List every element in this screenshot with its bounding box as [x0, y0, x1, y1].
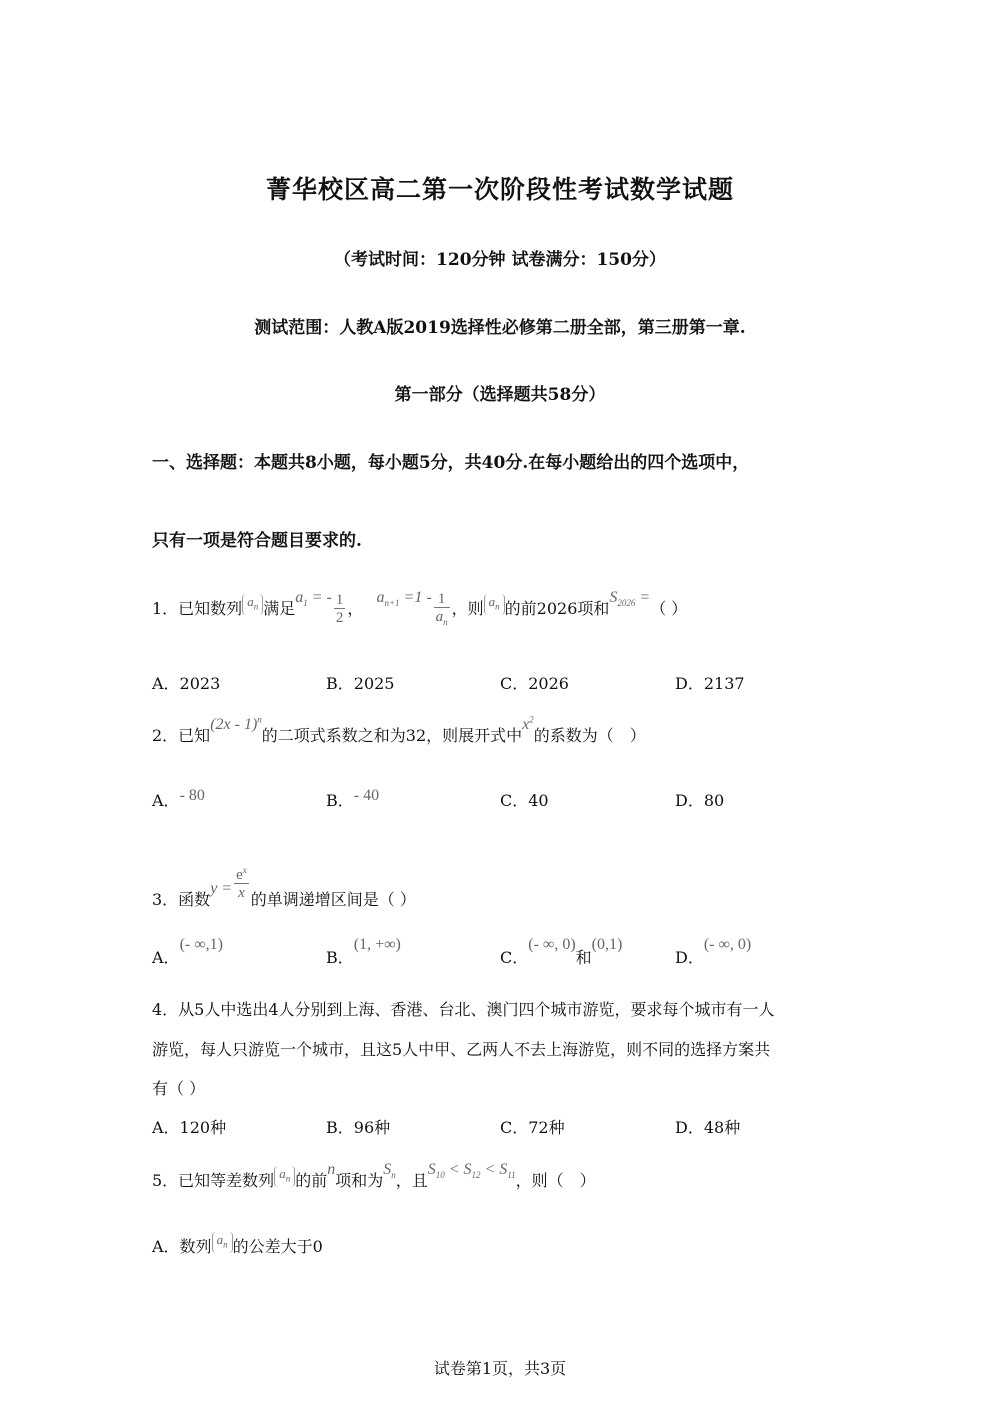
- q2-text: 的系数为（ ）: [533, 726, 646, 745]
- q3-text: 3．函数: [152, 890, 211, 909]
- q3-option-d-math: (- ∞, 0): [703, 936, 752, 953]
- q2-option-c[interactable]: C．40: [500, 791, 549, 810]
- n-math: n: [327, 1161, 336, 1178]
- q1-text: ，: [347, 599, 364, 618]
- q4-option-b[interactable]: B．96种: [326, 1118, 391, 1137]
- q2-option-a-math: - 80: [179, 787, 205, 804]
- q5-option-a[interactable]: [152, 1232, 323, 1257]
- q1-option-b[interactable]: B．2025: [326, 674, 395, 693]
- exam-scope: 测试范围：人教A版2019选择性必修第二册全部，第三册第一章.: [254, 318, 746, 338]
- q4-option-a[interactable]: A．120种: [152, 1118, 227, 1137]
- q3-option-c-math-1: (- ∞, 0): [528, 936, 576, 953]
- sequence-an-math: $a_n$: [274, 1166, 295, 1187]
- part-heading: 第一部分（选择题共58分）: [394, 385, 606, 405]
- q2-option-a[interactable]: [152, 788, 205, 811]
- q2-option-d[interactable]: D．80: [675, 791, 725, 810]
- q4-option-c[interactable]: C．72种: [500, 1118, 565, 1137]
- q3-option-c-label: C．: [500, 948, 529, 967]
- q1-text: ，则: [451, 599, 484, 618]
- binomial-math: (2x - 1)$^n$: [210, 714, 262, 733]
- sequence-an-math: $a_n$: [484, 594, 505, 615]
- function-y-math: y =: [210, 880, 233, 897]
- question-5: [152, 1161, 596, 1192]
- section-instruction-line2: 只有一项是符合题目要求的.: [152, 531, 362, 551]
- question-1: [152, 589, 688, 627]
- question-4-line3: 有（ ）: [152, 1079, 206, 1098]
- q2-option-b-math: - 40: [353, 787, 380, 804]
- q3-option-a-label: A．: [152, 948, 180, 967]
- q5-option-a-text: 的公差大于0: [232, 1237, 323, 1256]
- q5-text: 的前: [295, 1171, 328, 1190]
- q5-text: ，且: [395, 1171, 428, 1190]
- q1-text: 的前2026项和: [504, 599, 610, 618]
- q3-text: 的单调递增区间是（ ）: [250, 890, 416, 909]
- s2026-math: $S_{2026}$ =: [609, 589, 651, 609]
- q1-text: 满足: [263, 599, 296, 618]
- x-squared-math: $x^2$: [522, 714, 534, 733]
- q1-option-c[interactable]: C．2026: [500, 674, 569, 693]
- fraction-half: $\frac{1}{2}$: [335, 592, 344, 626]
- sequence-an-math: $a_n$: [212, 1232, 233, 1253]
- q5-text: 项和为: [335, 1171, 384, 1190]
- q2-option-a-label: A．: [152, 791, 180, 810]
- q4-option-d[interactable]: D．48种: [675, 1118, 741, 1137]
- q2-option-b-label: B．: [326, 791, 354, 810]
- section-instruction-line1: 一、选择题：本题共8小题，每小题5分，共40分.在每小题给出的四个选项中，: [152, 453, 750, 473]
- question-4-line1: 4．从5人中选出4人分别到上海、香港、台北、澳门四个城市游览，要求每个城市有一人: [152, 1000, 775, 1019]
- exam-info: （考试时间：120分钟 试卷满分：150分）: [334, 250, 666, 270]
- question-3: [152, 866, 416, 910]
- sequence-an-math: $a_n$: [242, 594, 263, 615]
- inequality-math: $S_{10} < S_{12} < S_{11}$: [427, 1161, 516, 1181]
- q3-option-b-label: B．: [326, 948, 354, 967]
- a1-math: $a_1$ = -: [295, 589, 332, 609]
- q3-option-b[interactable]: [326, 936, 401, 968]
- question-2: [152, 714, 646, 746]
- q1-option-a[interactable]: A．2023: [152, 674, 221, 693]
- question-4-line2: 游览，每人只游览一个城市，且这5人中甲、乙两人不去上海游览，则不同的选择方案共: [152, 1040, 771, 1059]
- q3-option-c-math-2: (0,1): [591, 936, 623, 953]
- q3-option-a-math: (- ∞,1): [179, 936, 223, 953]
- q3-option-a[interactable]: [152, 936, 223, 968]
- q3-option-b-math: (1, +∞): [353, 936, 401, 953]
- q1-option-d[interactable]: D．2137: [675, 674, 745, 693]
- page-title: 菁华校区高二第一次阶段性考试数学试题: [265, 175, 734, 204]
- fraction-ex-over-x: $\frac{e^x}{x}$: [236, 865, 247, 901]
- q3-option-c-and: 和: [575, 948, 592, 967]
- q3-option-d[interactable]: [675, 936, 752, 968]
- recurrence-math: $a_{n+1} =1$ -: [376, 589, 432, 609]
- q2-text: 的二项式系数之和为32，则展开式中: [261, 726, 523, 745]
- q5-option-a-text: A．数列: [152, 1237, 212, 1256]
- q2-option-b[interactable]: [326, 788, 379, 811]
- q3-option-c[interactable]: [500, 936, 623, 968]
- q1-text: （ ）: [650, 599, 688, 618]
- q1-text: 1．已知数列: [152, 599, 243, 618]
- fraction-one-over-an: $\frac{1}{a_n}$: [435, 591, 448, 627]
- q5-text: ，则（ ）: [515, 1171, 596, 1190]
- page-footer: 试卷第1页，共3页: [433, 1359, 567, 1378]
- q2-text: 2．已知: [152, 726, 211, 745]
- q5-text: 5．已知等差数列: [152, 1171, 275, 1190]
- q3-option-d-label: D．: [675, 948, 704, 967]
- sn-math: $S_n$: [383, 1161, 396, 1181]
